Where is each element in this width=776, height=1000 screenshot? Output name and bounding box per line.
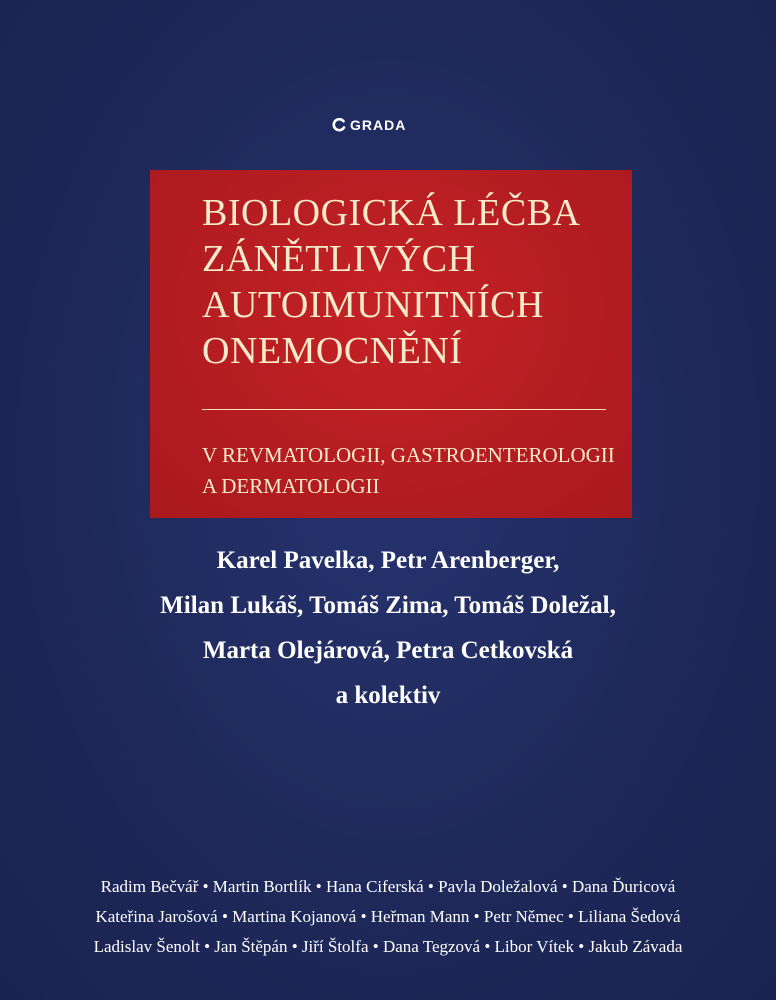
title-divider — [202, 409, 606, 410]
contributor-row-2: Kateřina Jarošová • Martina Kojanová • Heřman Mann • Petr Němec • Liliana Šedová — [95, 907, 681, 926]
title-panel — [150, 170, 632, 518]
main-authors-line-2: Milan Lukáš, Tomáš Zima, Tomáš Doležal, — [160, 592, 616, 619]
title-line-2: ZÁNĚTLIVÝCH — [202, 238, 476, 280]
book-subtitle — [202, 440, 622, 502]
main-authors — [0, 538, 776, 718]
subtitle-line-1: V REVMATOLOGII, GASTROENTEROLOGII — [202, 443, 615, 467]
book-title — [202, 190, 612, 374]
main-authors-line-1: Karel Pavelka, Petr Arenberger, — [216, 547, 560, 574]
contributor-row-1: Radim Bečvář • Martin Bortlík • Hana Ciferská • Pavla Doležalová • Dana Ďuricová — [100, 877, 676, 896]
main-authors-line-3: Marta Olejárová, Petra Cetkovská — [202, 637, 574, 664]
title-line-4: ONEMOCNĚNÍ — [202, 330, 463, 372]
subtitle-line-2: A DERMATOLOGII — [202, 474, 380, 498]
grada-logo-icon — [332, 118, 346, 132]
title-line-3: AUTOIMUNITNÍCH — [202, 284, 544, 326]
title-line-1: BIOLOGICKÁ LÉČBA — [202, 192, 581, 234]
contributor-row-3: Ladislav Šenolt • Jan Štěpán • Jiří Štolfa • Dana Tegzová • Libor Vítek • Jakub Závada — [93, 937, 683, 956]
contributor-list — [0, 872, 776, 962]
publisher-name: GRADA — [350, 117, 407, 133]
main-authors-line-4: a kolektiv — [335, 682, 441, 709]
publisher-logo — [332, 110, 452, 140]
